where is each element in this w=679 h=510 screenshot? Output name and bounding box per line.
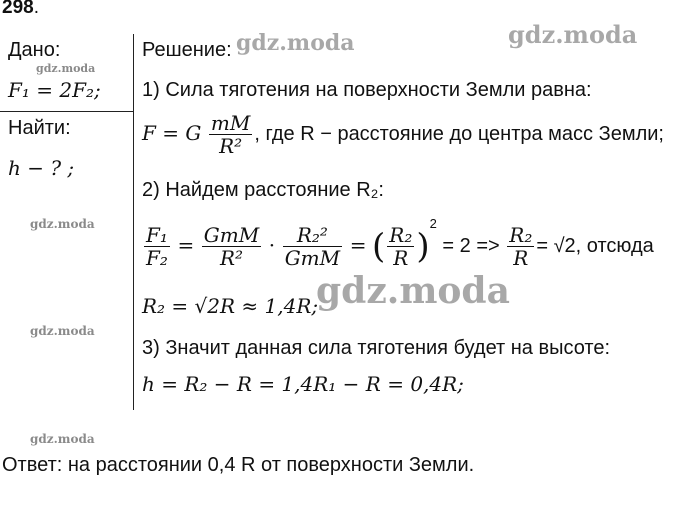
step2-gmm-den: R² bbox=[202, 246, 261, 269]
problem-number-value: 298 bbox=[2, 0, 34, 18]
step2-paren-frac bbox=[387, 224, 414, 269]
step1-formula bbox=[142, 112, 664, 157]
step2-r2sq-den: GmM bbox=[284, 246, 341, 271]
step2-f1: F₁ bbox=[146, 223, 168, 248]
step2-f2: F₂ bbox=[146, 246, 168, 271]
step2-paren-close: ) bbox=[416, 226, 430, 267]
step2-r2r-frac bbox=[507, 224, 534, 269]
step2-gmm-frac bbox=[202, 224, 261, 269]
horizontal-divider bbox=[0, 111, 133, 112]
step3-text: 3) Значит данная сила тяготения будет на высоте: bbox=[142, 337, 611, 359]
step2-eq1: = bbox=[177, 233, 195, 257]
step2-eq-two: = 2 => bbox=[442, 235, 500, 257]
watermark: gdz.moda bbox=[508, 20, 638, 49]
watermark: gdz.moda bbox=[236, 30, 355, 56]
vertical-divider bbox=[133, 34, 134, 410]
step3-formula: h = R₂ − R = 1,4R₁ − R = 0,4R; bbox=[142, 372, 464, 396]
step2-text: 2) Найдем расстояние R₂: bbox=[142, 179, 384, 201]
step1-tail: , где R − расстояние до центра масс Земли; bbox=[254, 122, 664, 145]
solution-label: Решение: bbox=[142, 39, 232, 61]
step1-lhs: F = G bbox=[142, 120, 202, 145]
step2-r2sq-num: R₂² bbox=[296, 223, 328, 248]
step2-eq2: = bbox=[349, 233, 367, 257]
step2-r2sq-frac bbox=[283, 224, 342, 269]
step1-text: 1) Сила тяготения на поверхности Земли равна: bbox=[142, 79, 592, 101]
watermark: gdz.moda bbox=[30, 432, 95, 446]
step1-frac-den: R² bbox=[209, 134, 252, 157]
problem-number bbox=[2, 0, 39, 19]
watermark: gdz.moda bbox=[30, 324, 95, 338]
step2-r2r-num: R₂ bbox=[509, 223, 533, 248]
step2-sqrt: = √2, отсюда bbox=[536, 235, 654, 257]
find-value: h − ? ; bbox=[8, 156, 75, 180]
watermark: gdz.moda bbox=[30, 217, 95, 231]
answer-text: Ответ: на расстоянии 0,4 R от поверхности Земли. bbox=[2, 454, 475, 476]
step2-paren-num: R₂ bbox=[389, 223, 413, 248]
step2-result: R₂ = √2R ≈ 1,4R; bbox=[142, 294, 319, 318]
step2-gmm-num: GmM bbox=[203, 223, 260, 248]
find-label: Найти: bbox=[8, 117, 71, 139]
problem-number-dot: . bbox=[33, 0, 39, 18]
step1-frac-num: mM bbox=[210, 111, 251, 135]
step2-square: 2 bbox=[429, 216, 437, 231]
given-condition: F₁ = 2F₂; bbox=[8, 78, 101, 102]
watermark: gdz.moda bbox=[316, 270, 510, 312]
step2-r2r-den: R bbox=[507, 246, 534, 269]
step2-formula bbox=[142, 216, 654, 269]
step2-paren-den: R bbox=[387, 246, 414, 269]
step1-fraction bbox=[209, 112, 252, 157]
step2-paren-open: ( bbox=[372, 226, 386, 267]
watermark: gdz.moda bbox=[36, 62, 96, 75]
step2-dot: · bbox=[268, 233, 276, 257]
step2-force-ratio bbox=[144, 224, 170, 269]
given-label: Дано: bbox=[8, 39, 61, 61]
